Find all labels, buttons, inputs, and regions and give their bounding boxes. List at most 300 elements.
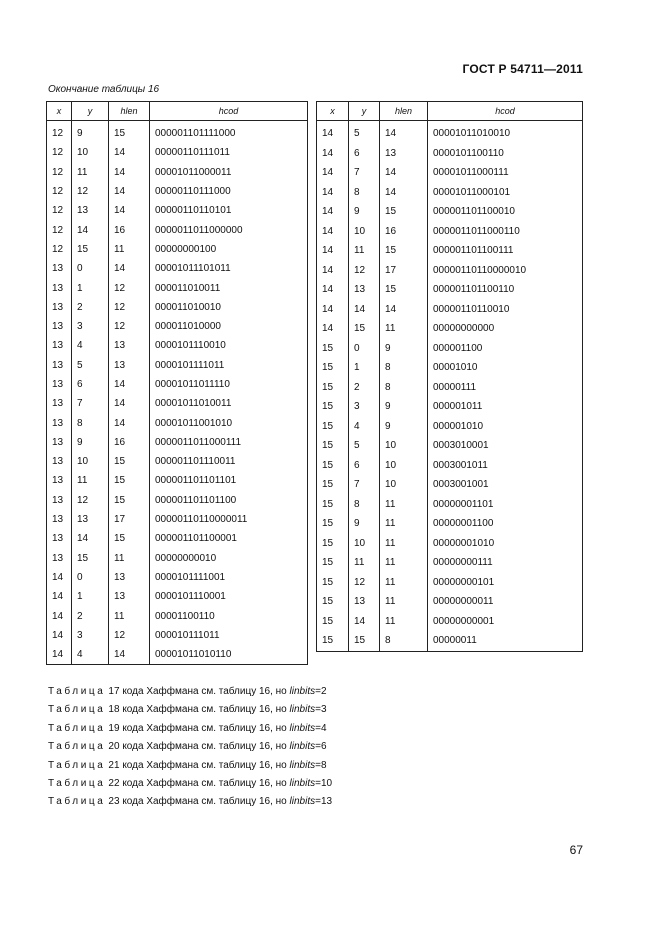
cell-x: 13 — [47, 298, 72, 317]
cell-hlen: 9 — [380, 397, 428, 417]
cell-y: 4 — [72, 645, 109, 665]
cell-x: 15 — [317, 475, 349, 495]
table-row — [317, 456, 583, 476]
cell-y: 10 — [349, 534, 380, 554]
cell-x: 13 — [47, 452, 72, 471]
note-value: =13 — [315, 796, 333, 808]
cell-hcod: 00001011001010 — [150, 413, 308, 432]
cell-y: 13 — [349, 592, 380, 612]
table-row — [47, 568, 308, 587]
cell-y: 9 — [349, 202, 380, 222]
cell-hcod: 00000001101 — [428, 495, 583, 515]
cell-y: 9 — [72, 121, 109, 144]
cell-x: 14 — [317, 163, 349, 183]
cell-x: 12 — [47, 182, 72, 201]
cell-x: 14 — [47, 645, 72, 665]
cell-x: 13 — [47, 413, 72, 432]
cell-x: 14 — [317, 144, 349, 164]
cell-hlen: 9 — [380, 417, 428, 437]
table-row — [47, 626, 308, 645]
cell-x: 15 — [317, 514, 349, 534]
table-row — [47, 452, 308, 471]
cell-y: 6 — [72, 375, 109, 394]
cell-hlen: 11 — [380, 319, 428, 339]
cell-x: 13 — [47, 549, 72, 568]
cell-hcod: 00000001010 — [428, 534, 583, 554]
cell-y: 11 — [72, 471, 109, 490]
huffman-table-left — [46, 101, 308, 665]
table-row — [317, 241, 583, 261]
note-lead: Таблица — [48, 704, 106, 716]
cell-hlen: 11 — [380, 514, 428, 534]
cell-hlen: 11 — [109, 240, 150, 259]
cell-hcod: 00001100110 — [150, 606, 308, 625]
table-row — [317, 280, 583, 300]
note-line — [48, 793, 332, 811]
col-header-hcod: hcod — [150, 102, 308, 121]
cell-hcod: 0003001001 — [428, 475, 583, 495]
cell-hcod: 000001101111000 — [150, 121, 308, 144]
cell-hcod: 0000101111001 — [150, 568, 308, 587]
cell-x: 12 — [47, 163, 72, 182]
note-line — [48, 775, 332, 793]
cell-hcod: 00000110110000010 — [428, 261, 583, 281]
cell-hcod: 00000110111011 — [150, 143, 308, 162]
cell-hlen: 15 — [380, 241, 428, 261]
note-param: linbits — [289, 686, 316, 697]
note-param: linbits — [289, 741, 316, 753]
cell-hcod: 00001011000101 — [428, 183, 583, 203]
table-body-right — [317, 121, 583, 652]
cell-hlen: 15 — [109, 121, 150, 144]
cell-x: 13 — [47, 471, 72, 490]
cell-y: 8 — [72, 413, 109, 432]
note-lead: Таблица — [48, 741, 106, 753]
cell-y: 4 — [72, 336, 109, 355]
cell-y: 11 — [72, 163, 109, 182]
cell-hlen: 12 — [109, 298, 150, 317]
cell-hlen: 14 — [109, 375, 150, 394]
cell-hcod: 00000110111000 — [150, 182, 308, 201]
cell-y: 12 — [72, 182, 109, 201]
cell-hcod: 000001100 — [428, 339, 583, 359]
note-line — [48, 683, 332, 701]
cell-hlen: 14 — [109, 413, 150, 432]
cell-hcod: 000001010 — [428, 417, 583, 437]
cell-y: 14 — [349, 300, 380, 320]
cell-x: 15 — [317, 358, 349, 378]
table-row — [317, 261, 583, 281]
table-row — [47, 491, 308, 510]
cell-hlen: 13 — [109, 568, 150, 587]
cell-y: 3 — [72, 317, 109, 336]
note-param: linbits — [289, 796, 316, 808]
cell-hlen: 8 — [380, 378, 428, 398]
cell-hcod: 0003001011 — [428, 456, 583, 476]
cell-x: 14 — [317, 300, 349, 320]
cell-y: 10 — [349, 222, 380, 242]
cell-y: 7 — [349, 475, 380, 495]
cell-hcod: 000001101100111 — [428, 241, 583, 261]
cell-hcod: 00000110110000011 — [150, 510, 308, 529]
cell-hlen: 17 — [380, 261, 428, 281]
table-body-left — [47, 121, 308, 665]
cell-hlen: 14 — [109, 143, 150, 162]
table-row — [47, 259, 308, 278]
cell-x: 14 — [317, 202, 349, 222]
table-row — [317, 319, 583, 339]
cell-hcod: 00000000010 — [150, 549, 308, 568]
cell-y: 2 — [349, 378, 380, 398]
cell-hlen: 9 — [380, 339, 428, 359]
cell-hcod: 0000011011000111 — [150, 433, 308, 452]
cell-x: 15 — [317, 495, 349, 515]
cell-y: 6 — [349, 144, 380, 164]
cell-y: 4 — [349, 417, 380, 437]
cell-x: 12 — [47, 201, 72, 220]
cell-hcod: 00000110110010 — [428, 300, 583, 320]
table-row — [317, 300, 583, 320]
cell-x: 14 — [317, 241, 349, 261]
table-row — [47, 413, 308, 432]
note-lead: Таблица — [48, 722, 106, 734]
note-line — [48, 738, 332, 756]
cell-x: 12 — [47, 121, 72, 144]
cell-hlen: 13 — [109, 587, 150, 606]
cell-y: 15 — [349, 631, 380, 651]
cell-y: 3 — [349, 397, 380, 417]
table-header-row — [47, 102, 308, 121]
cell-y: 13 — [349, 280, 380, 300]
note-value: =2 — [315, 686, 327, 697]
table-row — [47, 587, 308, 606]
table-row — [47, 394, 308, 413]
cell-hlen: 15 — [380, 202, 428, 222]
table-row — [47, 163, 308, 182]
table-row — [317, 553, 583, 573]
cell-y: 13 — [72, 201, 109, 220]
cell-y: 11 — [349, 241, 380, 261]
cell-hlen: 11 — [109, 606, 150, 625]
table-row — [47, 317, 308, 336]
col-header-x: x — [47, 102, 72, 121]
table-row — [47, 336, 308, 355]
cell-y: 1 — [72, 278, 109, 297]
cell-hcod: 000001101100001 — [150, 529, 308, 548]
cell-y: 14 — [349, 612, 380, 632]
cell-hlen: 14 — [380, 300, 428, 320]
cell-hcod: 0000011011000110 — [428, 222, 583, 242]
cell-hcod: 000001011 — [428, 397, 583, 417]
table-row — [47, 201, 308, 220]
cell-y: 9 — [72, 433, 109, 452]
note-value: =3 — [315, 704, 327, 716]
cell-hcod: 00000000101 — [428, 573, 583, 593]
table-row — [317, 514, 583, 534]
note-lead: Таблица — [48, 796, 106, 808]
cell-x: 14 — [47, 568, 72, 587]
cell-hlen: 14 — [109, 163, 150, 182]
cell-hlen: 14 — [380, 121, 428, 144]
cell-y: 14 — [72, 529, 109, 548]
cell-hlen: 16 — [380, 222, 428, 242]
cell-x: 13 — [47, 317, 72, 336]
cell-hcod: 00000000111 — [428, 553, 583, 573]
cell-y: 5 — [72, 356, 109, 375]
col-header-y: y — [349, 102, 380, 121]
cell-hcod: 000011010011 — [150, 278, 308, 297]
table-row — [317, 436, 583, 456]
huffman-table-right — [316, 101, 583, 652]
cell-x: 12 — [47, 240, 72, 259]
cell-y: 2 — [72, 606, 109, 625]
cell-y: 2 — [72, 298, 109, 317]
col-header-hcod: hcod — [428, 102, 583, 121]
col-header-x: x — [317, 102, 349, 121]
table-row — [47, 606, 308, 625]
cell-x: 15 — [317, 573, 349, 593]
cell-x: 14 — [47, 587, 72, 606]
cell-x: 15 — [317, 417, 349, 437]
cell-hlen: 15 — [109, 471, 150, 490]
note-line — [48, 701, 332, 719]
table-row — [317, 222, 583, 242]
cell-x: 13 — [47, 394, 72, 413]
note-value: =8 — [315, 759, 327, 771]
cell-x: 13 — [47, 259, 72, 278]
cell-hcod: 00001011000011 — [150, 163, 308, 182]
col-header-y: y — [72, 102, 109, 121]
table-row — [47, 510, 308, 529]
cell-hlen: 10 — [380, 475, 428, 495]
cell-hcod: 00001011010110 — [150, 645, 308, 665]
note-lead: Таблица — [48, 686, 106, 697]
cell-x: 13 — [47, 336, 72, 355]
cell-y: 0 — [349, 339, 380, 359]
cell-x: 13 — [47, 529, 72, 548]
table-row — [47, 375, 308, 394]
note-param: linbits — [289, 778, 316, 790]
cell-hcod: 000011010010 — [150, 298, 308, 317]
note-value: =4 — [315, 722, 327, 734]
cell-x: 15 — [317, 631, 349, 651]
cell-y: 15 — [349, 319, 380, 339]
cell-x: 15 — [317, 436, 349, 456]
cell-hcod: 00001011101011 — [150, 259, 308, 278]
cell-x: 13 — [47, 510, 72, 529]
cell-y: 14 — [72, 220, 109, 239]
cell-y: 10 — [72, 143, 109, 162]
cell-x: 14 — [317, 261, 349, 281]
cell-hlen: 13 — [109, 356, 150, 375]
cell-y: 6 — [349, 456, 380, 476]
note-text: 20 кода Хаффмана см. таблицу 16, но — [108, 741, 290, 753]
cell-x: 13 — [47, 356, 72, 375]
cell-hlen: 13 — [380, 144, 428, 164]
cell-hlen: 11 — [380, 592, 428, 612]
cell-hlen: 8 — [380, 358, 428, 378]
cell-y: 0 — [72, 259, 109, 278]
table-row — [317, 202, 583, 222]
cell-y: 11 — [349, 553, 380, 573]
col-header-hlen: hlen — [109, 102, 150, 121]
table-row — [47, 471, 308, 490]
note-text: 18 кода Хаффмана см. таблицу 16, но — [108, 704, 290, 716]
cell-x: 12 — [47, 220, 72, 239]
table-row — [47, 182, 308, 201]
table-row — [317, 339, 583, 359]
cell-hlen: 15 — [109, 529, 150, 548]
cell-hlen: 14 — [109, 182, 150, 201]
cell-x: 13 — [47, 278, 72, 297]
note-text: 22 кода Хаффмана см. таблицу 16, но — [108, 778, 290, 790]
cell-hcod: 000001101110011 — [150, 452, 308, 471]
note-param: linbits — [289, 704, 316, 716]
cell-y: 1 — [349, 358, 380, 378]
table-row — [47, 121, 308, 144]
cell-y: 9 — [349, 514, 380, 534]
table-row — [47, 549, 308, 568]
cell-hcod: 00000110110101 — [150, 201, 308, 220]
cell-y: 8 — [349, 183, 380, 203]
note-value: =10 — [315, 778, 333, 790]
table-row — [317, 183, 583, 203]
cell-hcod: 000001101100010 — [428, 202, 583, 222]
cell-hcod: 000010111011 — [150, 626, 308, 645]
table-row — [317, 592, 583, 612]
cell-hlen: 15 — [109, 452, 150, 471]
cell-hlen: 12 — [109, 317, 150, 336]
cell-y: 0 — [72, 568, 109, 587]
cell-y: 15 — [72, 240, 109, 259]
table-row — [317, 631, 583, 651]
cell-hcod: 00001011011110 — [150, 375, 308, 394]
cell-x: 15 — [317, 339, 349, 359]
cell-x: 14 — [317, 319, 349, 339]
table-row — [47, 645, 308, 665]
note-text: 19 кода Хаффмана см. таблицу 16, но — [108, 722, 290, 734]
cell-hlen: 10 — [380, 456, 428, 476]
cell-hcod: 00001011010011 — [150, 394, 308, 413]
cell-hlen: 15 — [109, 491, 150, 510]
cell-hcod: 00001010 — [428, 358, 583, 378]
cell-x: 13 — [47, 433, 72, 452]
table-row — [47, 220, 308, 239]
cell-x: 15 — [317, 534, 349, 554]
note-text: 23 кода Хаффмана см. таблицу 16, но — [108, 796, 290, 808]
table-row — [317, 573, 583, 593]
cell-hcod: 0000101110001 — [150, 587, 308, 606]
table-row — [317, 378, 583, 398]
cell-x: 15 — [317, 592, 349, 612]
cell-y: 10 — [72, 452, 109, 471]
cell-hlen: 8 — [380, 631, 428, 651]
cell-hlen: 11 — [380, 534, 428, 554]
cell-hcod: 000001101101101 — [150, 471, 308, 490]
notes-list — [48, 683, 332, 812]
table-row — [317, 495, 583, 515]
cell-y: 8 — [349, 495, 380, 515]
cell-x: 12 — [47, 143, 72, 162]
table-row — [47, 356, 308, 375]
cell-y: 1 — [72, 587, 109, 606]
cell-hcod: 00000111 — [428, 378, 583, 398]
cell-hlen: 17 — [109, 510, 150, 529]
table-row — [47, 433, 308, 452]
cell-hlen: 11 — [109, 549, 150, 568]
cell-hlen: 11 — [380, 573, 428, 593]
table-row — [47, 240, 308, 259]
table-row — [47, 529, 308, 548]
table-row — [47, 143, 308, 162]
cell-hlen: 16 — [109, 220, 150, 239]
cell-hlen: 12 — [109, 626, 150, 645]
cell-hlen: 13 — [109, 336, 150, 355]
cell-hlen: 14 — [109, 394, 150, 413]
cell-y: 7 — [349, 163, 380, 183]
table-row — [47, 278, 308, 297]
table-row — [317, 475, 583, 495]
table-row — [317, 417, 583, 437]
cell-x: 13 — [47, 375, 72, 394]
cell-y: 12 — [349, 573, 380, 593]
cell-hcod: 0000101111011 — [150, 356, 308, 375]
cell-hcod: 000011010000 — [150, 317, 308, 336]
page-number: 67 — [569, 843, 583, 857]
cell-hcod: 00001011010010 — [428, 121, 583, 144]
cell-y: 5 — [349, 121, 380, 144]
cell-hcod: 0003010001 — [428, 436, 583, 456]
col-header-hlen: hlen — [380, 102, 428, 121]
cell-x: 14 — [317, 183, 349, 203]
table-row — [317, 163, 583, 183]
cell-hlen: 11 — [380, 553, 428, 573]
cell-x: 15 — [317, 553, 349, 573]
cell-hlen: 11 — [380, 495, 428, 515]
cell-hlen: 14 — [380, 183, 428, 203]
cell-hcod: 000001101101100 — [150, 491, 308, 510]
cell-hcod: 00000000011 — [428, 592, 583, 612]
cell-x: 15 — [317, 612, 349, 632]
cell-x: 14 — [317, 121, 349, 144]
table-row — [317, 534, 583, 554]
cell-y: 12 — [72, 491, 109, 510]
cell-hlen: 14 — [109, 645, 150, 665]
cell-hlen: 15 — [380, 280, 428, 300]
cell-hcod: 00000001100 — [428, 514, 583, 534]
note-line — [48, 757, 332, 775]
cell-x: 15 — [317, 378, 349, 398]
cell-x: 13 — [47, 491, 72, 510]
cell-y: 13 — [72, 510, 109, 529]
cell-x: 14 — [317, 222, 349, 242]
cell-hcod: 000001101100110 — [428, 280, 583, 300]
cell-hcod: 00000000000 — [428, 319, 583, 339]
cell-y: 15 — [72, 549, 109, 568]
cell-hlen: 10 — [380, 436, 428, 456]
note-param: linbits — [289, 759, 316, 771]
cell-hlen: 14 — [109, 259, 150, 278]
cell-y: 7 — [72, 394, 109, 413]
cell-hlen: 11 — [380, 612, 428, 632]
table-row — [317, 358, 583, 378]
cell-hlen: 14 — [109, 201, 150, 220]
cell-x: 14 — [47, 606, 72, 625]
table-row — [317, 144, 583, 164]
cell-x: 14 — [47, 626, 72, 645]
note-param: linbits — [289, 722, 316, 734]
cell-hcod: 00000000001 — [428, 612, 583, 632]
